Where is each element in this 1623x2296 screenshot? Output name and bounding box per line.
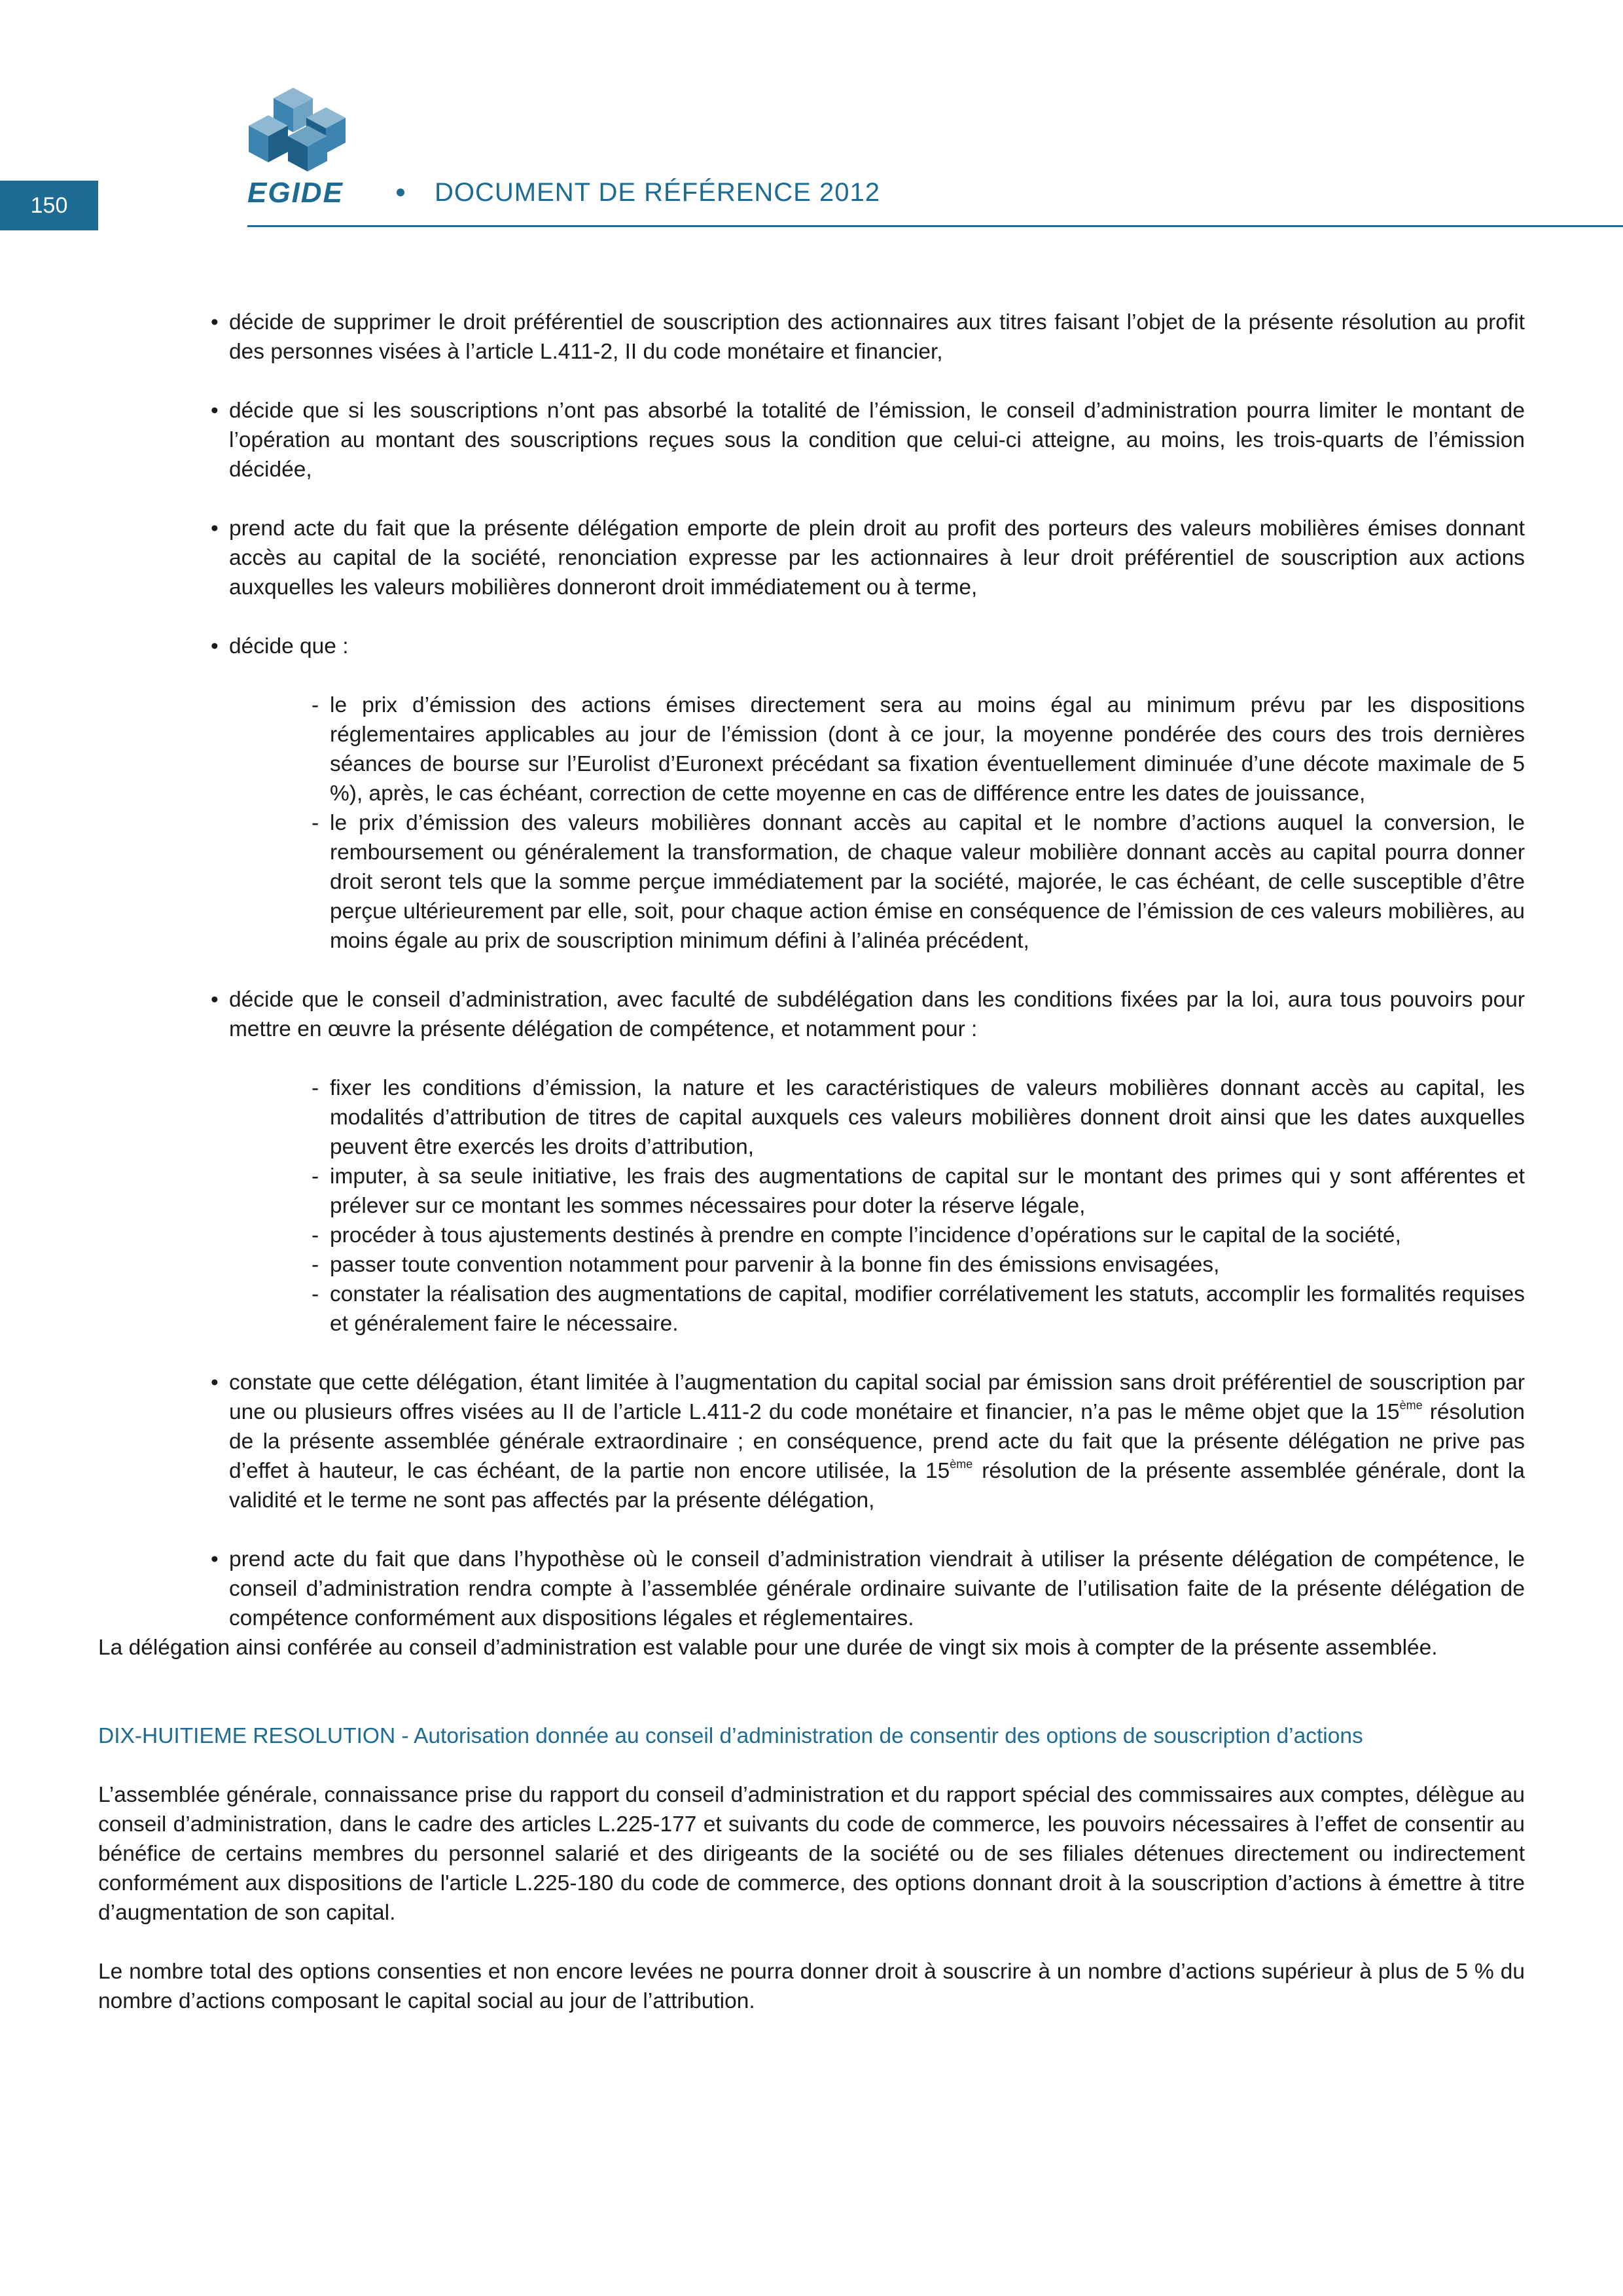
dash-item <box>98 691 1525 808</box>
brand-name: EGIDE <box>247 177 344 209</box>
dash-text: passer toute convention notamment pour parvenir à la bonne fin des émissions envisagées, <box>330 1253 1220 1277</box>
bullet-text: décide que le conseil d’administration, avec faculté de subdélégation dans les conditions fixées par la loi, aura tous pouvoirs pour mettre en œuvre la présente délégation de compétence, et notamment pour : <box>229 988 1525 1041</box>
bullet-text: prend acte du fait que dans l’hypothèse où le conseil d’administration viendrait à utiliser la présente délégation de compétence, le conseil d’administration rendra compte à l’assemblée générale ordinaire suivante de l’utilisation faite de la présente délégation de compétence conformément aux dispositions légales et réglementaires. <box>229 1547 1525 1630</box>
resolution-title: DIX-HUITIEME RESOLUTION - Autorisation donnée au conseil d’administration de consentir des options de souscription d’actions <box>98 1724 1363 1748</box>
decide-sublist <box>98 691 1525 956</box>
dash-mark: - <box>312 1076 319 1100</box>
dash-item <box>98 1221 1525 1250</box>
bullet-item <box>98 514 1525 602</box>
page-number: 150 <box>30 192 68 218</box>
bullet-text: prend acte du fait que la présente délégation emporte de plein droit au profit des porteurs des valeurs mobilières émises donnant accès au capital de la société, renonciation expresse par les actionnaires à leur droit préférentiel de souscription aux actions auxquelles les valeurs mobilières donneront droit immédiatement ou à terme, <box>229 516 1525 600</box>
bullet-mark: • <box>211 516 219 541</box>
dash-mark: - <box>312 693 319 717</box>
bullet-mark: • <box>211 988 219 1012</box>
dash-text: procéder à tous ajustements destinés à prendre en compte l’incidence d’opérations sur le capital de la société, <box>330 1223 1401 1247</box>
bullet-text: décide de supprimer le droit préférentiel de souscription des actionnaires aux titres faisant l’objet de la présente résolution au profit des personnes visées à l’article L.411-2, II du code monétaire et financier, <box>229 310 1525 364</box>
superscript: ème <box>1399 1399 1423 1412</box>
bullet-mark: • <box>211 399 219 423</box>
bullet-mark: • <box>211 634 219 658</box>
dash-item <box>98 1280 1525 1338</box>
superscript: ème <box>950 1458 973 1471</box>
dash-mark: - <box>312 1282 319 1306</box>
dash-item <box>98 1162 1525 1221</box>
dash-text: le prix d’émission des actions émises directement sera au moins égal au minimum prévu par les dispositions réglementaires applicables au jour de l’émission (dont à ce jour, la moyenne pondérée des cours des trois dernières séances de bourse sur l’Eurolist d’Euronext précédant sa fixation éventuellement diminuée d’une décote maximale de 5 %), après, le cas échéant, correction de cette moyenne en cas de différence entre les dates de jouissance, <box>330 693 1525 806</box>
bullet-text: résolution de la présente assemblée générale, dont la validité et le terme ne sont pas affectés par la présente délégation, <box>229 1459 1525 1513</box>
bullet-text: constate que cette délégation, étant limitée à l’augmentation du capital social par émission sans droit préférentiel de souscription par une ou plusieurs offres visées au II de l’article L.411-2 du code monétaire et financier, n’a pas le même objet que la 15 <box>229 1371 1525 1424</box>
bullet-mark: • <box>211 1371 219 1395</box>
header-rule <box>247 225 1623 227</box>
conseil-sublist <box>98 1073 1525 1338</box>
page-number-badge <box>0 181 98 230</box>
page-content <box>98 308 1525 2016</box>
dash-mark: - <box>312 1253 319 1277</box>
bullet-item <box>98 308 1525 367</box>
bullet-text: décide que si les souscriptions n’ont pas absorbé la totalité de l’émission, le conseil d’administration pourra limiter le montant de l’opération au montant des souscriptions reçues sous la condition que celui-ci atteigne, au moins, les trois-quarts de l’émission décidée, <box>229 399 1525 482</box>
paragraph-delegation: La délégation ainsi conférée au conseil d’administration est valable pour une durée de vingt six mois à compter de la présente assemblée. <box>98 1636 1438 1660</box>
bullet-item <box>98 632 1525 661</box>
dash-text: imputer, à sa seule initiative, les frais des augmentations de capital sur le montant des primes qui y sont afférentes et prélever sur ce montant les sommes nécessaires pour doter la réserve légale, <box>330 1164 1525 1218</box>
document-title: DOCUMENT DE RÉFÉRENCE 2012 <box>435 178 880 207</box>
bullet-item <box>98 985 1525 1044</box>
dash-text: constater la réalisation des augmentations de capital, modifier corrélativement les statuts, accomplir les formalités requises et généralement faire le nécessaire. <box>330 1282 1525 1336</box>
bullet-mark: • <box>211 1547 219 1571</box>
bullet-item <box>98 396 1525 484</box>
bullet-text: résolution de la présente assemblée générale extraordinaire ; en conséquence, prend acte du fait que la présente délégation ne prive pas d’effet à hauteur, le cas échéant, de la partie non encore utilisée, la 15 <box>229 1400 1525 1483</box>
header-separator-dot <box>397 188 404 196</box>
dash-text: le prix d’émission des valeurs mobilières donnant accès au capital et le nombre d’actions auquel la conversion, le remboursement ou généralement la transformation, de chaque valeur mobilière donnant accès au capital pourra donner droit seront tels que la somme perçue immédiatement par la société, majorée, le cas échéant, de celle susceptible d’être perçue ultérieurement par elle, soit, pour chaque action émise en conséquence de l’émission de ces valeurs mobilières, au moins égale au prix de souscription minimum défini à l’alinéa précédent, <box>330 811 1525 953</box>
dash-item <box>98 1073 1525 1162</box>
bullet-item <box>98 1368 1525 1515</box>
dash-item <box>98 808 1525 956</box>
dash-text: fixer les conditions d’émission, la nature et les caractéristiques de valeurs mobilières donnant accès au capital, les modalités d’attribution de titres de capital auxquels ces valeurs mobilières donnent droit ainsi que les dates auxquelles peuvent être exercés les droits d’attribution, <box>330 1076 1525 1159</box>
dash-mark: - <box>312 1223 319 1247</box>
dash-item <box>98 1250 1525 1280</box>
dash-mark: - <box>312 811 319 835</box>
bullet-item <box>98 1545 1525 1633</box>
bullet-text: décide que : <box>229 634 349 658</box>
paragraph-assemblee: L’assemblée générale, connaissance prise du rapport du conseil d’administration et du rapport spécial des commissaires aux comptes, délègue au conseil d’administration, dans le cadre des articles L.225-177 et suivants du code de commerce, les pouvoirs nécessaires à l’effet de consentir au bénéfice de certains membres du personnel salarié et des dirigeants de la société ou de ses filiales détenues directement ou indirectement conformément aux dispositions de l'article L.225-180 du code de commerce, des options donnant droit à la souscription d’actions à émettre à titre d’augmentation de son capital. <box>98 1783 1525 1925</box>
bullet-mark: • <box>211 310 219 334</box>
dash-mark: - <box>312 1164 319 1189</box>
paragraph-nombre: Le nombre total des options consenties et non encore levées ne pourra donner droit à souscrire à un nombre d’actions supérieur à plus de 5 % du nombre d’actions composant le capital social au jour de l’attribution. <box>98 1960 1525 2013</box>
